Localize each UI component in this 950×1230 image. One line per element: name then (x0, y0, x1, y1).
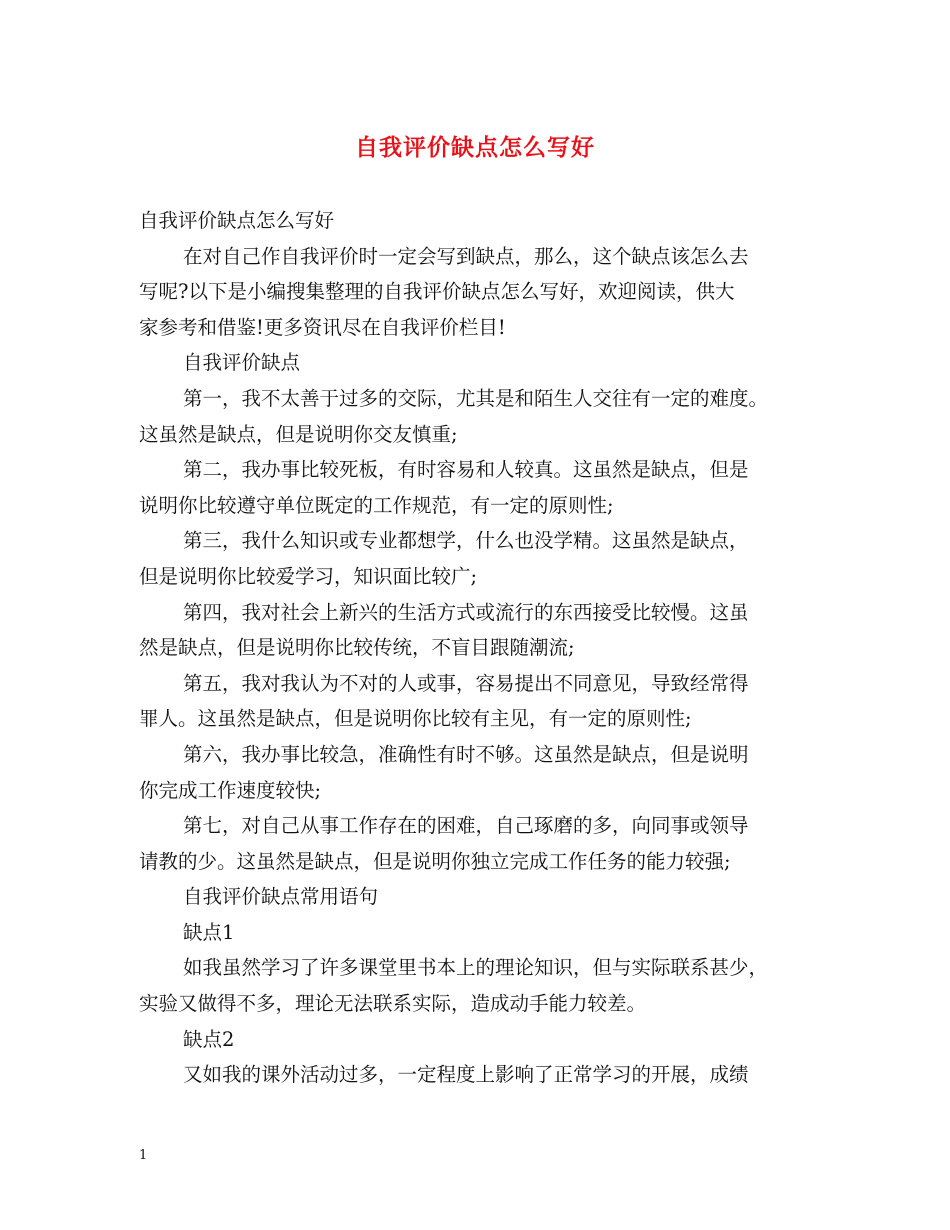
document-body (139, 203, 829, 1093)
body-line: 第一，我不太善于过多的交际，尤其是和陌生人交往有一定的难度。 (183, 386, 769, 410)
body-line: 在对自己作自我评价时一定会写到缺点，那么，这个缺点该怎么去 (183, 244, 749, 268)
subsection-heading: 缺点1 (183, 920, 235, 944)
body-line: 第二，我办事比较死板，有时容易和人较真。这虽然是缺点，但是 (183, 458, 749, 482)
body-line: 实验又做得不多，理论无法联系实际，造成动手能力较差。 (139, 992, 647, 1016)
body-line: 请教的少。这虽然是缺点，但是说明你独立完成工作任务的能力较强; (139, 849, 731, 873)
body-line: 写呢?以下是小编搜集整理的自我评价缺点怎么写好，欢迎阅读，供大 (139, 280, 735, 304)
body-line: 但是说明你比较爱学习，知识面比较广; (139, 564, 478, 588)
body-line: 第三，我什么知识或专业都想学，什么也没学精。这虽然是缺点， (183, 529, 749, 553)
body-line: 又如我的课外活动过多，一定程度上影响了正常学习的开展，成绩 (183, 1063, 749, 1087)
body-line: 第五，我对我认为不对的人或事，容易提出不同意见，导致经常得 (183, 671, 749, 695)
body-line: 你完成工作速度较快; (139, 778, 322, 802)
body-line: 第六，我办事比较急，准确性有时不够。这虽然是缺点，但是说明 (183, 742, 749, 766)
section-heading: 自我评价缺点常用语句 (183, 885, 379, 909)
body-line: 如我虽然学习了许多课堂里书本上的理论知识，但与实际联系甚少， (183, 956, 769, 980)
body-line: 然是缺点，但是说明你比较传统，不盲目跟随潮流; (139, 636, 575, 660)
document-title: 自我评价缺点怎么写好 (355, 134, 595, 161)
body-line: 家参考和借鉴!更多资讯尽在自我评价栏目! (139, 315, 506, 339)
body-line: 自我评价缺点怎么写好 (139, 209, 335, 232)
body-line: 这虽然是缺点，但是说明你交友慎重; (139, 422, 458, 446)
subsection-heading: 缺点2 (183, 1027, 235, 1051)
body-line: 第四，我对社会上新兴的生活方式或流行的东西接受比较慢。这虽 (183, 600, 749, 624)
body-line: 罪人。这虽然是缺点，但是说明你比较有主见，有一定的原则性; (139, 707, 692, 731)
body-line: 说明你比较遵守单位既定的工作规范，有一定的原则性; (139, 493, 614, 517)
section-heading: 自我评价缺点 (183, 351, 301, 375)
page-number: 1 (139, 1148, 148, 1163)
body-line: 第七，对自己从事工作存在的困难，自己琢磨的多，向同事或领导 (183, 814, 749, 838)
